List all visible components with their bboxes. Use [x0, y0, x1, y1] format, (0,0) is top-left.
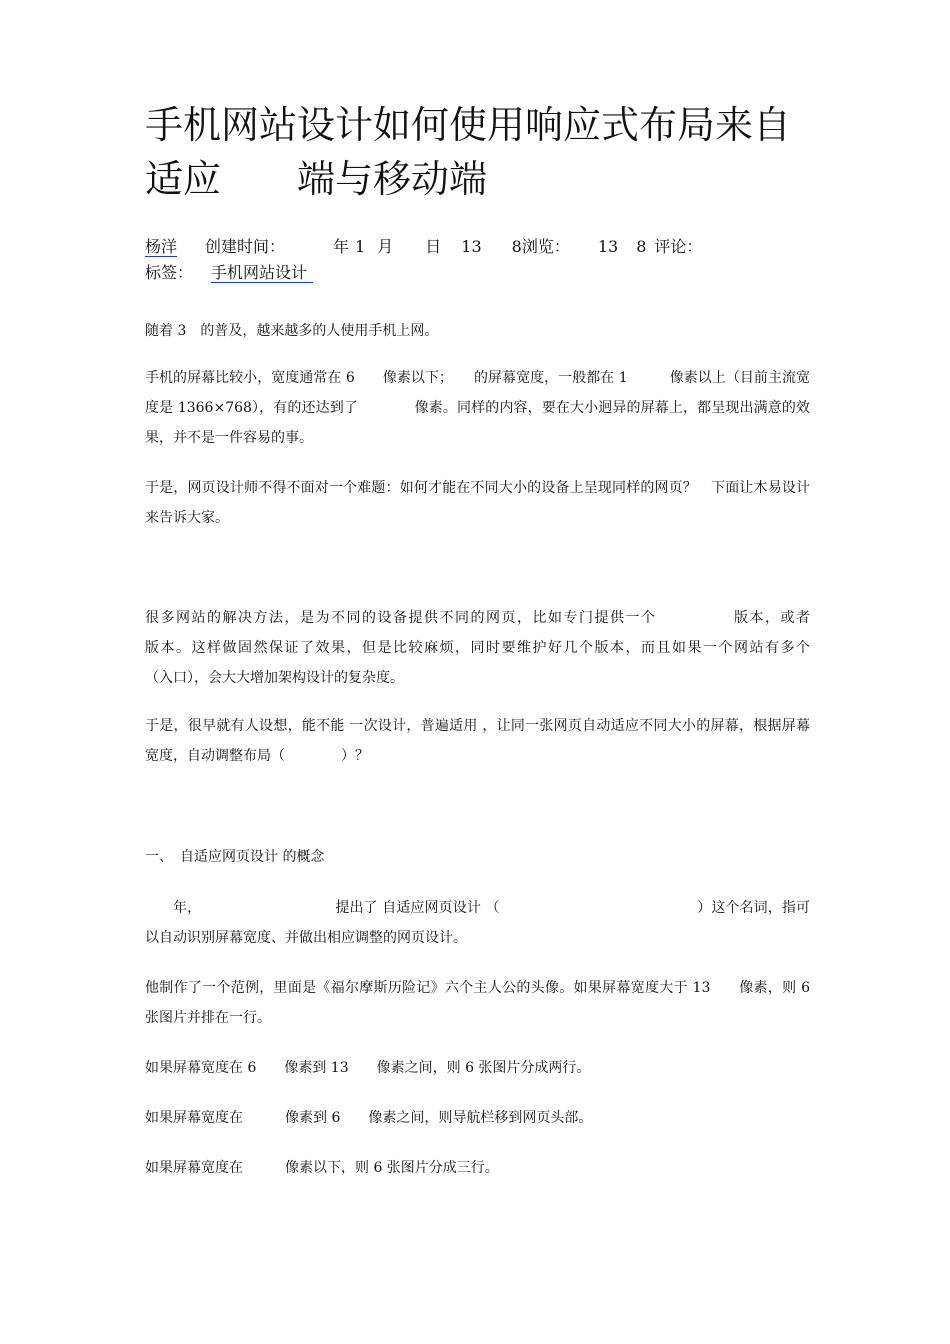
date-month-num: 1 [355, 237, 366, 256]
paragraph: 如果屏幕宽度在 6 像素到 13 像素之间，则 6 张图片分成两行。 [145, 1060, 591, 1076]
date-year: 年 [333, 237, 350, 256]
tag-link[interactable]: 手机网站设计 [211, 263, 313, 283]
paragraph: 于是，网页设计师不得不面对一个难题：如何才能在不同大小的设备上呈现同样的网页？ 下面让木易设计来告诉大家。 [145, 480, 810, 526]
section-heading: 一、 自适应网页设计 的概念 [145, 849, 325, 865]
author-link[interactable]: 杨洋 [145, 237, 178, 256]
paragraph: 他制作了一个范例，里面是《福尔摩斯历险记》六个主人公的头像。如果屏幕宽度大于 13 像素，则 6 张图片并排在一行。 [145, 980, 810, 1026]
paragraph: 很多网站的解决方法，是为不同的设备提供不同的网页，比如专门提供一个 版本，或者 版本。这样做固然保证了效果，但是比较麻烦，同时要维护好几个版本，而且如果一个网站有多个 （入口），会大大增加架构设计的复杂度。 [145, 610, 922, 686]
views-b: 8 [636, 237, 647, 256]
views-label: 浏览： [521, 237, 570, 256]
tags-label: 标签： [145, 263, 194, 282]
time-value: 13 [461, 237, 482, 256]
paragraph: 于是，很早就有人设想，能不能 一次设计，普遍适用 ，让同一张网页自动适应不同大小的屏幕，根据屏幕宽度，自动调整布局（ ）？ [145, 718, 810, 764]
article-title: 手机网站设计如何使用响应式布局来自适应 端与移动端 [145, 103, 792, 201]
paragraph: 手机的屏幕比较小，宽度通常在 6 像素以下； 的屏幕宽度，一般都在 1 像素以上（目前主流宽度是 1366×768），有的还达到了 像素。同样的内容，要在大小迥异的屏幕上，都呈现出满意的效果，并不是一件容易的事。 [145, 370, 810, 446]
paragraph: 年， 提出了 自适应网页设计 （ ）这个名词，指可以自动识别屏幕宽度、并做出相应调整的网页设计。 [145, 900, 810, 946]
date-day: 日 [425, 237, 442, 256]
paragraph: 如果屏幕宽度在 像素到 6 像素之间，则导航栏移到网页头部。 [145, 1110, 593, 1126]
article-meta [145, 234, 825, 286]
meta-row-tags [145, 260, 825, 286]
views-a: 13 [597, 237, 619, 256]
time-tail: 8 [511, 237, 522, 256]
created-label: 创建时间： [205, 237, 286, 256]
comments-label: 评论： [654, 237, 703, 256]
paragraph: 如果屏幕宽度在 像素以下，则 6 张图片分成三行。 [145, 1160, 499, 1176]
meta-row-info [145, 234, 825, 260]
paragraph: 随着 3 的普及，越来越多的人使用手机上网。 [145, 323, 439, 339]
date-month: 月 [377, 237, 394, 256]
